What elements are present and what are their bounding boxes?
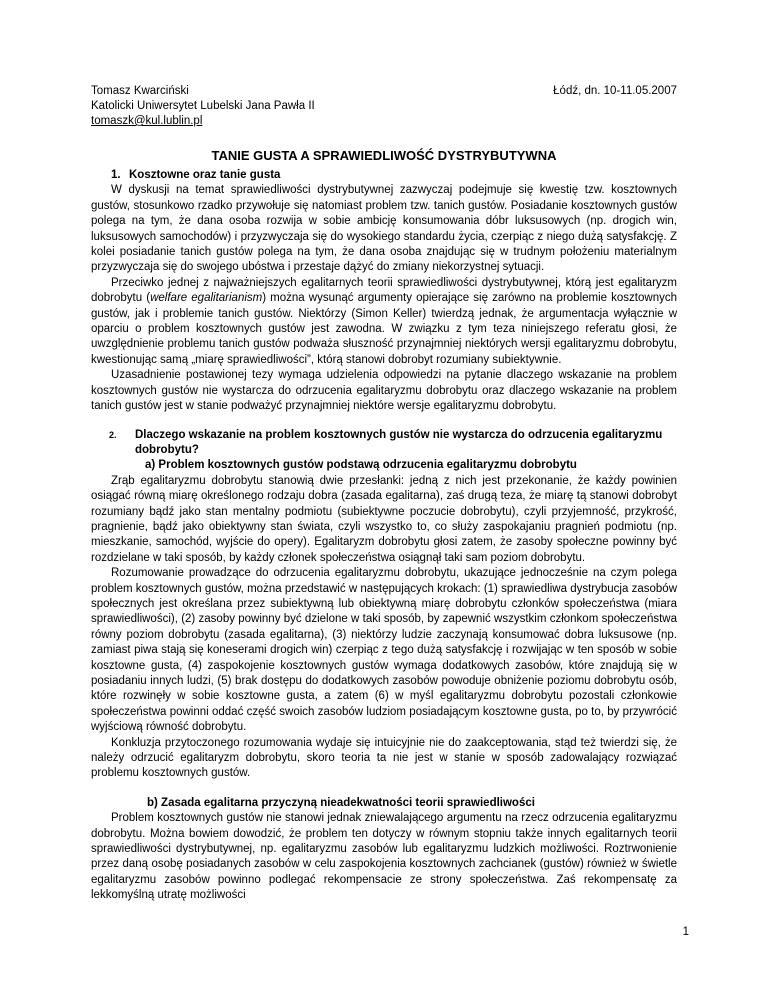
author-name: Tomasz Kwarciński	[91, 85, 189, 97]
paragraph: W dyskusji na temat sprawiedliwości dystrybutywnej zazwyczaj podejmuje się kwestię tzw. kosztownych gustów, stosunkowo rzadko przywołuje się natomiast problem tzw. tanich gustów. Posiadanie kosztownych gustów polega na tym, że dana osoba rozwija w sobie ambicję konsumowania dóbr luksusowych (np. drogich win, luksusowych samochodów) i przyzwyczaja się do wysokiego standardu życia, czerpiąc z niego dużą satysfakcję. Z kolei posiadanie tanich gustów polega na tym, że dana osoba znajdując się w trudnym położeniu materialnym przyzwyczaja się do swojego ubóstwa i przestaje dążyć do zmiany niekorzystnej sytuacji.	[91, 184, 677, 274]
paragraph-text: ) można wysunąć argumenty opierające się zarówno na problemie kosztownych gustów, jak i problemie tanich gustów. Niektórzy (Simon Keller) twierdzą jednak, że argumentacja wyłącznie w oparciu o problem kosztownych gustów jest zawodna. W związku z tym teza niniejszego referatu głosi, że uwzględnienie problemu tanich gustów podważa słuszność przynajmniej niektórych wersji egalitaryzmu dobrobytu, kwestionując samą „miarę sprawiedliwości”, którą stanowi dobrobyt rozumiany subiektywnie.	[91, 292, 677, 366]
document-title: TANIE GUSTA A SPRAWIEDLIWOŚĆ DYSTRYBUTYWNA	[211, 148, 557, 163]
paragraph: Rozumowanie prowadzące do odrzucenia egalitaryzmu dobrobytu, ukazujące jednocześnie na czym polega problem kosztownych gustów, można przedstawić w następujących krokach: (1) sprawiedliwa dystrybucja zasobów społecznych jest określana przez subiektywną lub obiektywną miarę dobrobytu członków społeczeństwa (miara sprawiedliwości), (2) zasoby powinny być dzielone w taki sposób, by zapewnić wszystkim członkom społeczeństwa równy poziom dobrobytu (zasada egalitarna), (3) niektórzy ludzie zaczynają konsumować dobra luksusowe (np. zamiast piwa stają się koneserami drogich win) czerpiąc z tego dużą satysfakcję i rozwijając w ten sposób w sobie kosztowne gusta, (4) zaspokojenie kosztownych gustów wymaga dodatkowych zasobów, które znajdują się w posiadaniu innych ludzi, (5) brak dostępu do dodatkowych zasobów powoduje obniżenie poziomu dobrobytu osób, które rozwinęły w sobie kosztowne gusta, a zatem (6) w myśl egalitaryzmu dobrobytu pozostali członkowie społeczeństwa powinni oddać część swoich zasobów ludziom posiadającym kosztowne gusta, po to, by przywrócić wyjściową równość dobrobytu.	[91, 567, 677, 734]
author-email-link[interactable]: tomaszk@kul.lublin.pl	[91, 115, 203, 127]
author-block	[91, 84, 315, 129]
place-date: Łódź, dn. 10-11.05.2007	[553, 85, 677, 97]
section-1-number: 1.	[111, 169, 121, 181]
page-number: 1	[682, 926, 689, 938]
paragraph: Zrąb egalitaryzmu dobrobytu stanowią dwie przesłanki: jedną z nich jest przekonanie, że każdy powinien osiągać równą miarę określonego rodzaju dobra (zasada egalitarna), zaś drugą teza, że miarę tą stanowi dobrobyt rozumiany bądź jako stan mentalny podmiotu (subiektywne poczucie dobrobytu), czyli przyjemność, przykrość, pragnienie, bądź jako obiektywny stan świata, czyli wszystko to, co służy zaspokajaniu pragnień podmiotu (np. mieszkanie, samochód, wyjście do opery). Egalitaryzm dobrobytu głosi zatem, że zasoby społeczne powinny być rozdzielane w taki sposób, by każdy członek społeczeństwa osiągnął taki sam poziom dobrobytu.	[91, 474, 677, 564]
section-2-title: Dlaczego wskazanie na problem kosztownych gustów nie wystarcza do odrzucenia egalitaryzmu dobrobytu?	[135, 428, 663, 456]
section-2-heading	[91, 428, 677, 459]
paragraph-italic-term: welfare egalitarianism	[150, 292, 263, 305]
paragraph: Problem kosztownych gustów nie stanowi jednak zniewalającego argumentu na rzecz odrzucenia egalitaryzmu dobrobytu. Można bowiem dowodzić, że problem ten dotyczy w równym stopniu także innych egalitarnych teorii sprawiedliwości dystrybutywnej, np. egalitaryzmu zasobów lub egalitaryzmu ludzkich możliwości. Roztrwonienie przez daną osobę posiadanych zasobów w celu zaspokojenia kosztownych zachcianek (gustów) również w świetle egalitaryzmu zasobów powinno podlegać rekompensacie ze strony społeczeństwa. Zaś rekompensatę za lekkomyślną utratę możliwości	[91, 812, 677, 902]
paragraph: Konkluzja przytoczonego rozumowania wydaje się intuicyjnie nie do zaakceptowania, stąd też twierdzi się, że należy odrzucić egalitaryzm dobrobytu, skoro teoria ta nie jest w stanie w sposób zadowalający rozwiązać problemu kosztownych gustów.	[91, 736, 677, 780]
subsection-a-heading: a) Problem kosztownych gustów podstawą odrzucenia egalitaryzmu dobrobytu	[145, 459, 577, 472]
section-2-number: 2.	[109, 429, 117, 440]
subsection-b-heading: b) Zasada egalitarna przyczyną nieadekwatności teorii sprawiedliwości	[147, 796, 535, 809]
author-affiliation: Katolicki Uniwersytet Lubelski Jana Pawła II	[91, 100, 315, 112]
document-body	[91, 168, 677, 904]
paragraph: Uzasadnienie postawionej tezy wymaga udzielenia odpowiedzi na pytanie dlaczego wskazanie na problem kosztownych gustów nie wystarcza do odrzucenia egalitaryzmu dobrobytu oraz dlaczego wskazanie na problem tanich gustów jest w stanie podważyć przynajmniej niektóre wersje egalitaryzmu dobrobytu.	[91, 369, 677, 413]
section-1-title: Kosztowne oraz tanie gusta	[129, 169, 281, 181]
paragraph-text: Przeciwko jednej z najważniejszych egalitarnych teorii sprawiedliwości dystrybutywnej, którą jest egalitaryzm dobrobytu (	[91, 276, 677, 305]
section-1-heading	[91, 168, 677, 183]
paragraph	[91, 276, 677, 368]
